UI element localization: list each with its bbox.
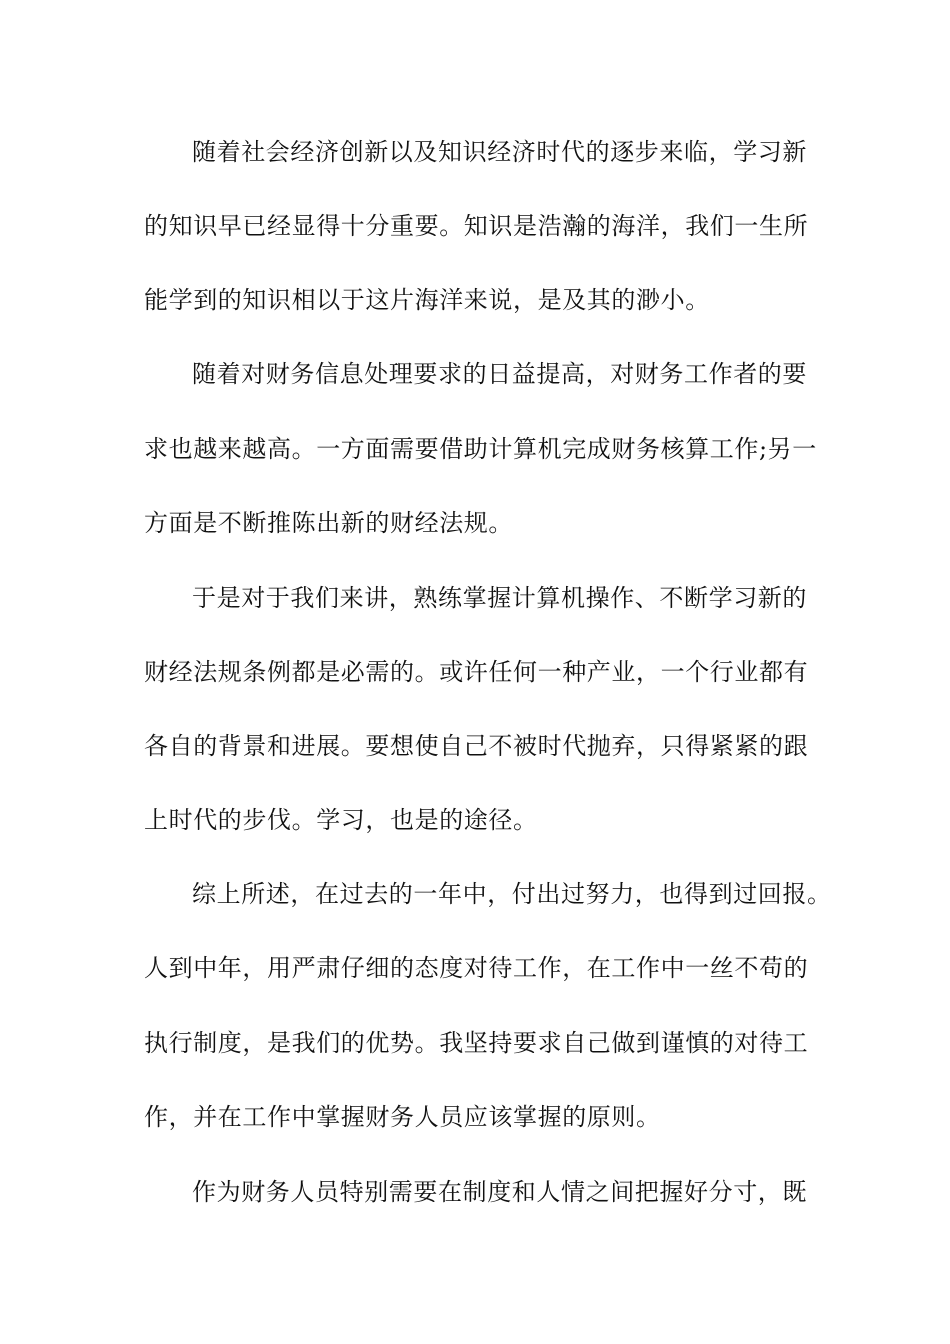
paragraph-line: 作为财务人员特别需要在制度和人情之间把握好分寸，既 bbox=[192, 1178, 807, 1206]
paragraph-line: 随着社会经济创新以及知识经济时代的逐步来临，学习新 bbox=[192, 138, 807, 166]
paragraph-line: 方面是不断推陈出新的财经法规。 bbox=[144, 509, 513, 537]
paragraph-line: 随着对财务信息处理要求的日益提高，对财务工作者的要 bbox=[192, 360, 807, 388]
paragraph-line: 能学到的知识相以于这片海洋来说，是及其的渺小。 bbox=[144, 286, 710, 314]
paragraph-line: 执行制度，是我们的优势。我坚持要求自己做到谨慎的对待工 bbox=[144, 1029, 809, 1057]
paragraph-line: 综上所述，在过去的一年中，付出过努力，也得到过回报。 bbox=[192, 880, 832, 908]
paragraph-line: 各自的背景和进展。要想使自己不被时代抛弃，只得紧紧的跟 bbox=[144, 732, 809, 760]
paragraph-line: 人到中年，用严肃仔细的态度对待工作，在工作中一丝不苟的 bbox=[144, 954, 809, 982]
paragraph-line: 于是对于我们来讲，熟练掌握计算机操作、不断学习新的 bbox=[192, 584, 807, 612]
paragraph-line: 上时代的步伐。学习，也是的途径。 bbox=[144, 806, 538, 834]
paragraph-line: 求也越来越高。一方面需要借助计算机完成财务核算工作;另一 bbox=[144, 435, 817, 463]
paragraph-line: 财经法规条例都是必需的。或许任何一种产业，一个行业都有 bbox=[144, 658, 809, 686]
paragraph-line: 的知识早已经显得十分重要。知识是浩瀚的海洋，我们一生所 bbox=[144, 212, 809, 240]
paragraph-line: 作，并在工作中掌握财务人员应该掌握的原则。 bbox=[144, 1103, 661, 1131]
